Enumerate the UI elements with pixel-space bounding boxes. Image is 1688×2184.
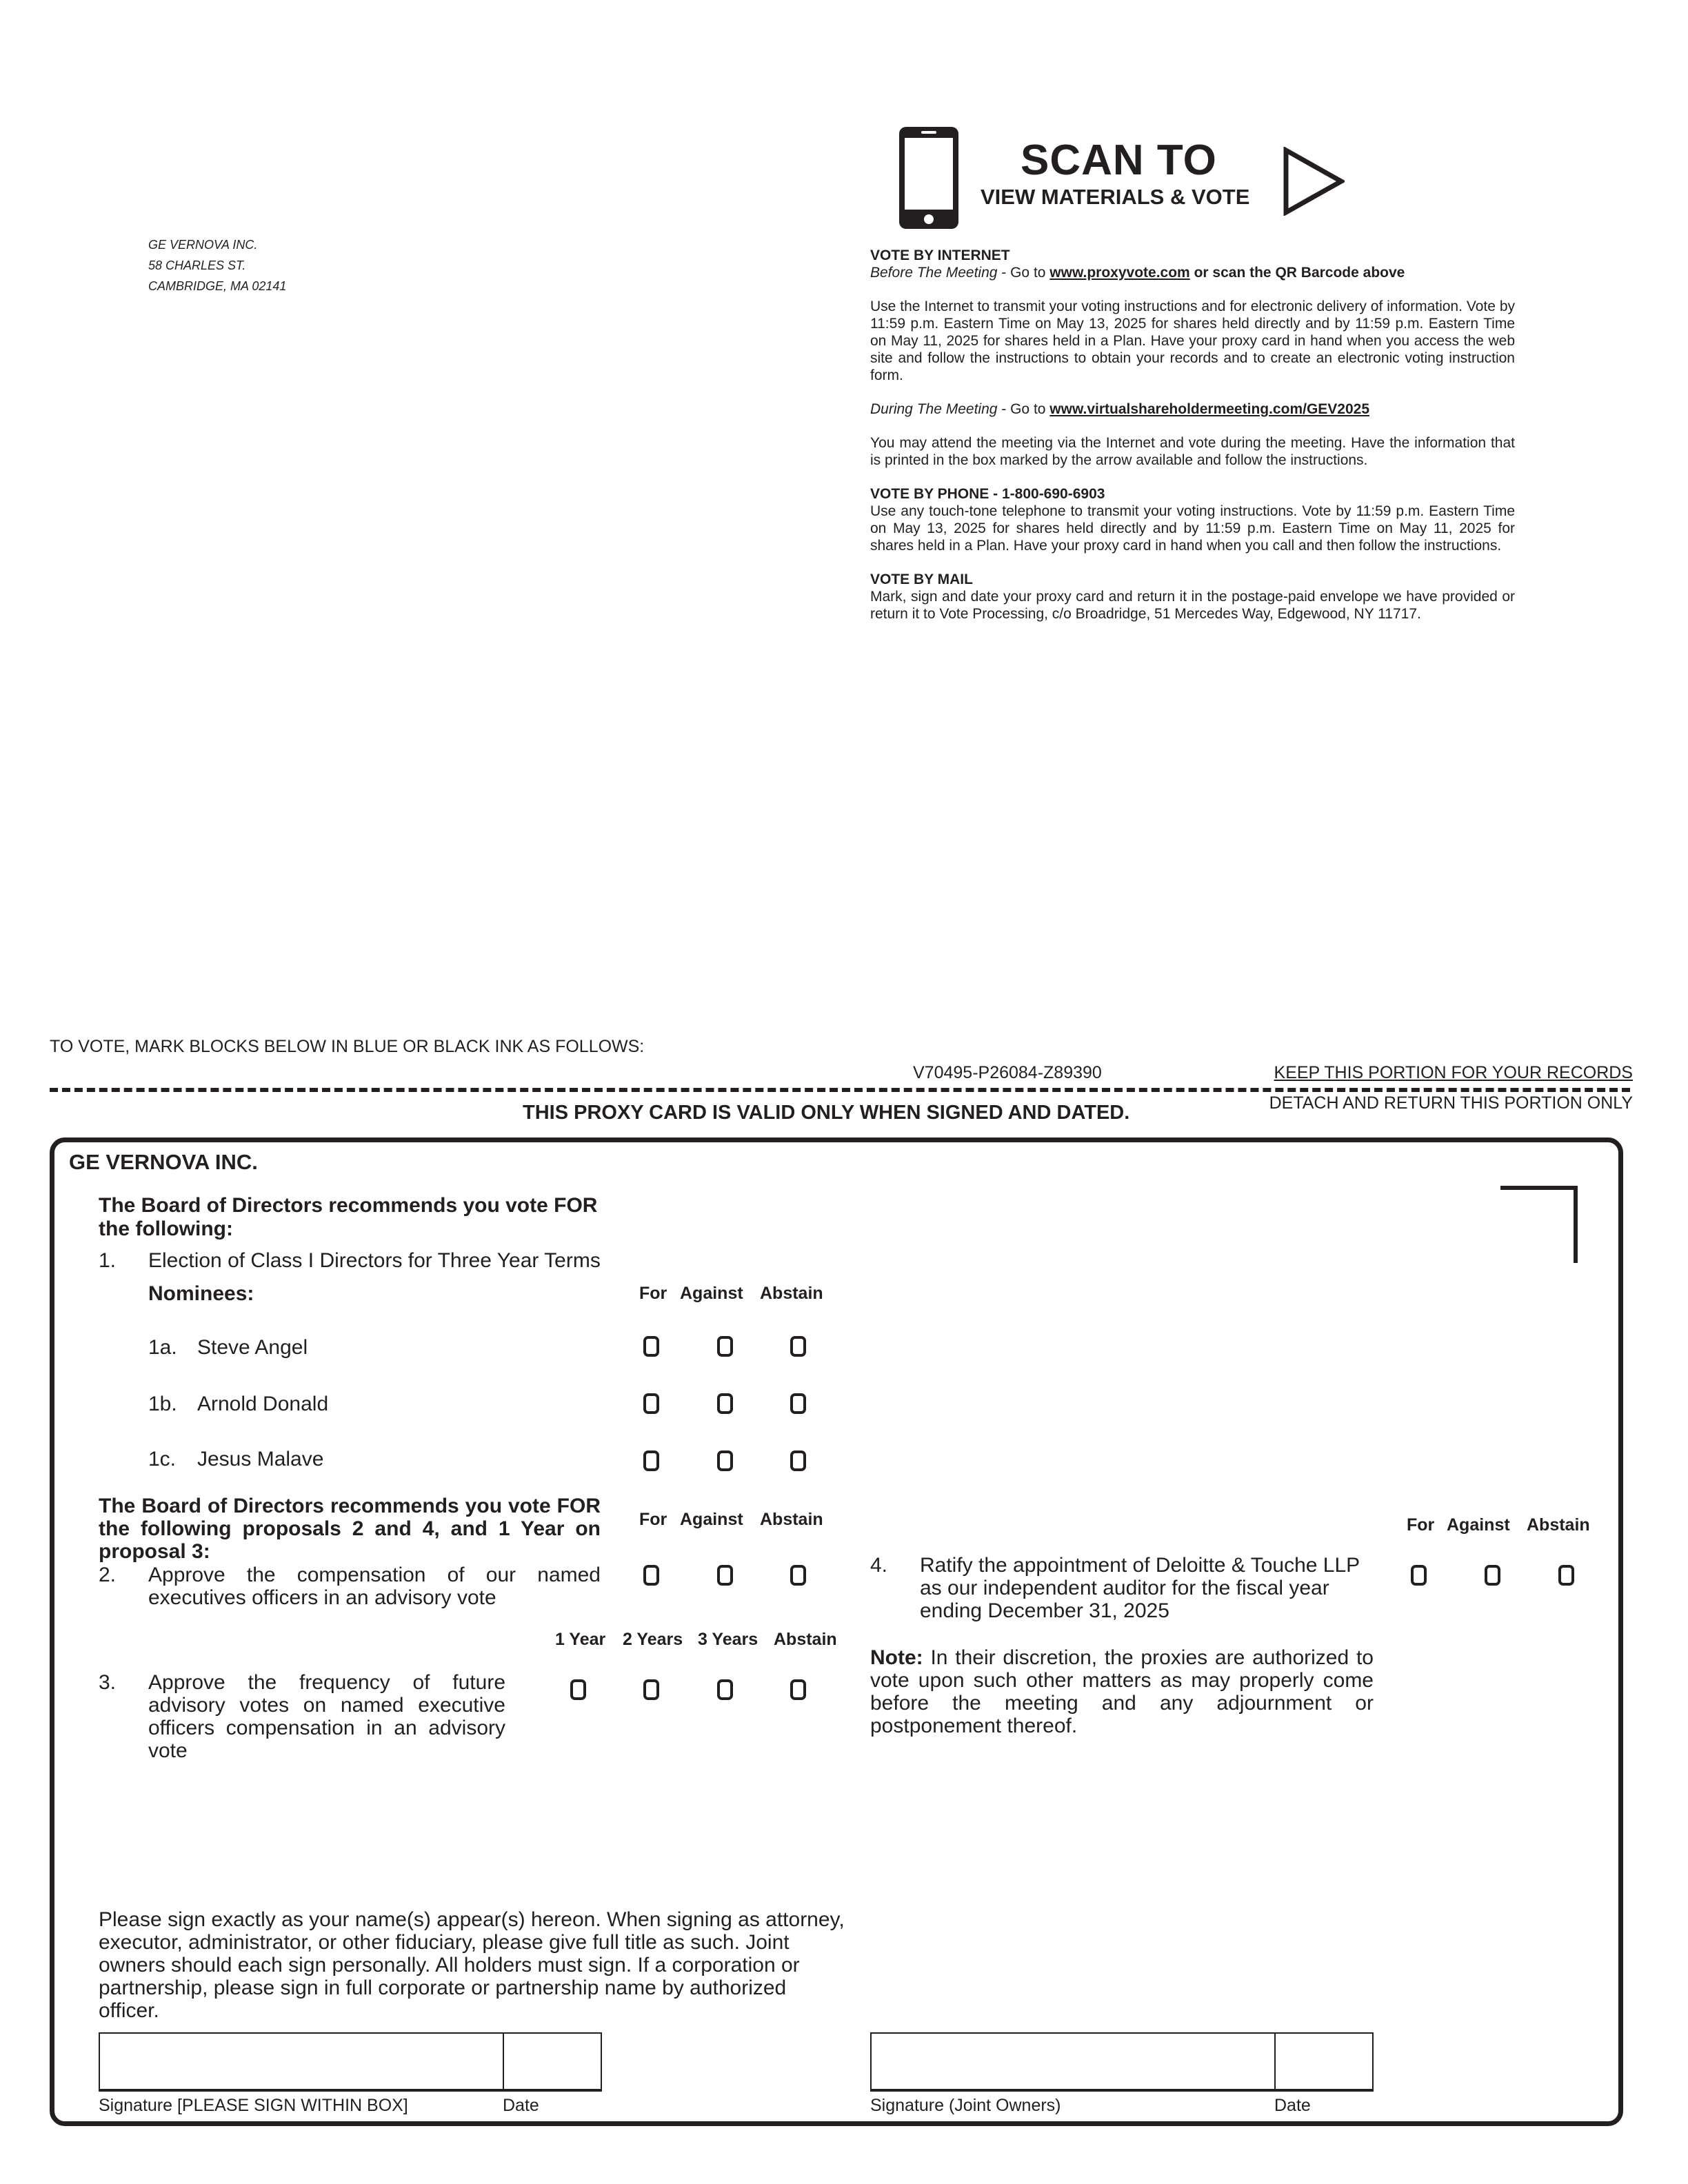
proxyvote-link[interactable]: www.proxyvote.com (1049, 265, 1190, 281)
freq-header-1-year: 1 Year (555, 1630, 606, 1649)
nominee-1b-number: 1b. (148, 1393, 177, 1415)
proposal-4-number: 4. (870, 1554, 888, 1577)
joint-date-box[interactable] (1274, 2032, 1374, 2092)
proposal-4-text: Ratify the appointment of Deloitte & Touche LLP as our independent auditor for the fiscal year ending December 31, 2025 (920, 1554, 1360, 1622)
signature-box[interactable] (99, 2032, 504, 2092)
vote-internet-before-line (870, 264, 1515, 281)
vote-internet-during-line (870, 401, 1515, 418)
nominee-1c-abstain-checkbox[interactable] (790, 1450, 806, 1471)
proposal-3-3-years-checkbox[interactable] (717, 1679, 733, 1700)
corner-mark (1500, 1186, 1578, 1263)
joint-date-label: Date (1274, 2096, 1311, 2115)
vote-internet-body: Use the Internet to transmit your voting instructions and for electronic delivery of information. Vote by 11:59 p.m. Eastern Time on May 13, 2025 for shares held directly and by 11:59 p.m. Eastern Time on May 11, 2025 for shares held in a Plan. Have your proxy card in hand when you access the web site and follow the instructions to obtain your records and to create an electronic voting instruction form. (870, 299, 1515, 383)
proposal-2-text: Approve the compensation of our named executives officers in an advisory vote (148, 1564, 601, 1609)
freq-header-2-years: 2 Years (623, 1630, 683, 1649)
return-address-company: GE VERNOVA INC. (148, 238, 258, 252)
sign-instructions: Please sign exactly as your name(s) appear(s) hereon. When signing as attorney, executor, administrator, or other fiduciary, please give full title as such. Joint owners should each sign personally. All holders must sign. If a corporation or partnership, please sign in full corporate or partnership name by authorized officer. (99, 1908, 845, 2022)
before-suffix: or scan the QR Barcode above (1189, 265, 1405, 281)
detach-portion-label: DETACH AND RETURN THIS PORTION ONLY (1269, 1093, 1633, 1113)
nominee-1b-name: Arnold Donald (197, 1393, 329, 1415)
vote-by-internet-section (870, 247, 1515, 623)
nominee-1c-number: 1c. (148, 1448, 177, 1470)
proposal-3-text: Approve the frequency of future advisory votes on named executive officers compensation in an advisory vote (148, 1671, 505, 1762)
header-abstain: Abstain (760, 1284, 823, 1303)
proposal-2-number: 2. (99, 1564, 117, 1586)
nominee-1b-for-checkbox[interactable] (643, 1393, 659, 1414)
nominee-1c-for-checkbox[interactable] (643, 1450, 659, 1471)
valid-notice: THIS PROXY CARD IS VALID ONLY WHEN SIGNED AND DATED. (523, 1102, 1130, 1124)
freq-header-3-years: 3 Years (698, 1630, 758, 1649)
p2-header-for: For (639, 1510, 667, 1529)
return-address-street: 58 CHARLES ST. (148, 259, 246, 272)
p4-header-for: For (1407, 1515, 1435, 1535)
nominee-1b-abstain-checkbox[interactable] (790, 1393, 806, 1414)
board-recommendation-1: The Board of Directors recommends you vote FOR the following: (99, 1194, 598, 1240)
scan-title: SCAN TO (1021, 136, 1217, 184)
note-label: Note: (870, 1646, 923, 1669)
smartphone-icon (896, 124, 961, 232)
before-goto: - Go to (997, 265, 1050, 281)
proposal-1-text: Election of Class I Directors for Three Year Terms (148, 1249, 601, 1272)
p4-header-against: Against (1447, 1515, 1510, 1535)
nominee-1b-against-checkbox[interactable] (717, 1393, 733, 1414)
virtual-meeting-link[interactable]: www.virtualshareholdermeeting.com/GEV2025 (1049, 401, 1370, 417)
note-text: In their discretion, the proxies are authorized to vote upon such other matters as may properly come before the meeting and any adjournment or postponement thereof. (870, 1646, 1374, 1737)
proposal-3-1-year-checkbox[interactable] (570, 1679, 586, 1700)
nominee-1a-name: Steve Angel (197, 1336, 308, 1359)
header-for: For (639, 1284, 667, 1303)
nominee-1c-against-checkbox[interactable] (717, 1450, 733, 1471)
vote-internet-during-body: You may attend the meeting via the Internet and vote during the meeting. Have the information that is printed in the box marked by the arrow available and follow the instructions. (870, 435, 1515, 468)
proposal-2-for-checkbox[interactable] (643, 1565, 659, 1586)
p2-header-against: Against (680, 1510, 743, 1529)
proposal-4-abstain-checkbox[interactable] (1558, 1565, 1574, 1586)
before-meeting-label: Before The Meeting (870, 265, 998, 281)
keep-portion-label: KEEP THIS PORTION FOR YOUR RECORDS (1274, 1063, 1633, 1082)
signature-label: Signature [PLEASE SIGN WITHIN BOX] (99, 2096, 408, 2115)
vote-mail-body: Mark, sign and date your proxy card and return it in the postage-paid envelope we have provided or return it to Vote Processing, c/o Broadridge, 51 Mercedes Way, Edgewood, NY 11717. (870, 589, 1515, 622)
proposal-2-abstain-checkbox[interactable] (790, 1565, 806, 1586)
return-address (148, 234, 286, 296)
proposal-1-number: 1. (99, 1249, 117, 1272)
control-number: V70495-P26084-Z89390 (910, 1063, 1105, 1083)
joint-signature-box[interactable] (870, 2032, 1276, 2092)
proposal-4-for-checkbox[interactable] (1411, 1565, 1427, 1586)
proposal-3-number: 3. (99, 1671, 117, 1694)
joint-signature-label: Signature (Joint Owners) (870, 2096, 1061, 2115)
nominee-1a-against-checkbox[interactable] (717, 1336, 733, 1357)
scan-subtitle: VIEW MATERIALS & VOTE (981, 185, 1250, 209)
vote-phone-heading: VOTE BY PHONE - 1-800-690-6903 (870, 486, 1105, 502)
board-recommendation-2: The Board of Directors recommends you vote FOR the following proposals 2 and 4, and 1 Year on proposal 3: (99, 1495, 601, 1563)
nominees-label: Nominees: (148, 1282, 254, 1305)
detach-line (50, 1088, 1630, 1092)
mark-instruction: TO VOTE, MARK BLOCKS BELOW IN BLUE OR BLACK INK AS FOLLOWS: (50, 1037, 645, 1056)
nominee-1a-for-checkbox[interactable] (643, 1336, 659, 1357)
vote-phone-body: Use any touch-tone telephone to transmit your voting instructions. Vote by 11:59 p.m. Eastern Time on May 13, 2025 for shares held directly and by 11:59 p.m. Eastern Time on May 11, 2025 for shares held in a Plan. Have your proxy card in hand when you call and then follow the instructions. (870, 503, 1515, 554)
proposal-3-2-years-checkbox[interactable] (643, 1679, 659, 1700)
header-against: Against (680, 1284, 743, 1303)
during-meeting-label: During The Meeting (870, 401, 998, 417)
freq-header-abstain: Abstain (774, 1630, 837, 1649)
note-block (870, 1646, 1374, 1737)
proposal-3-abstain-checkbox[interactable] (790, 1679, 806, 1700)
return-address-city: CAMBRIDGE, MA 02141 (148, 279, 287, 293)
p2-header-abstain: Abstain (760, 1510, 823, 1529)
proposal-4-against-checkbox[interactable] (1485, 1565, 1500, 1586)
nominee-1a-abstain-checkbox[interactable] (790, 1336, 806, 1357)
play-arrow-icon (1283, 147, 1345, 216)
during-goto: - Go to (997, 401, 1050, 417)
date-box[interactable] (503, 2032, 602, 2092)
nominee-1c-name: Jesus Malave (197, 1448, 324, 1470)
nominee-1a-number: 1a. (148, 1336, 177, 1359)
date-label: Date (503, 2096, 539, 2115)
vote-mail-heading: VOTE BY MAIL (870, 572, 973, 587)
vote-internet-heading: VOTE BY INTERNET (870, 247, 1010, 263)
card-company: GE VERNOVA INC. (69, 1150, 258, 1174)
p4-header-abstain: Abstain (1527, 1515, 1590, 1535)
proposal-2-against-checkbox[interactable] (717, 1565, 733, 1586)
